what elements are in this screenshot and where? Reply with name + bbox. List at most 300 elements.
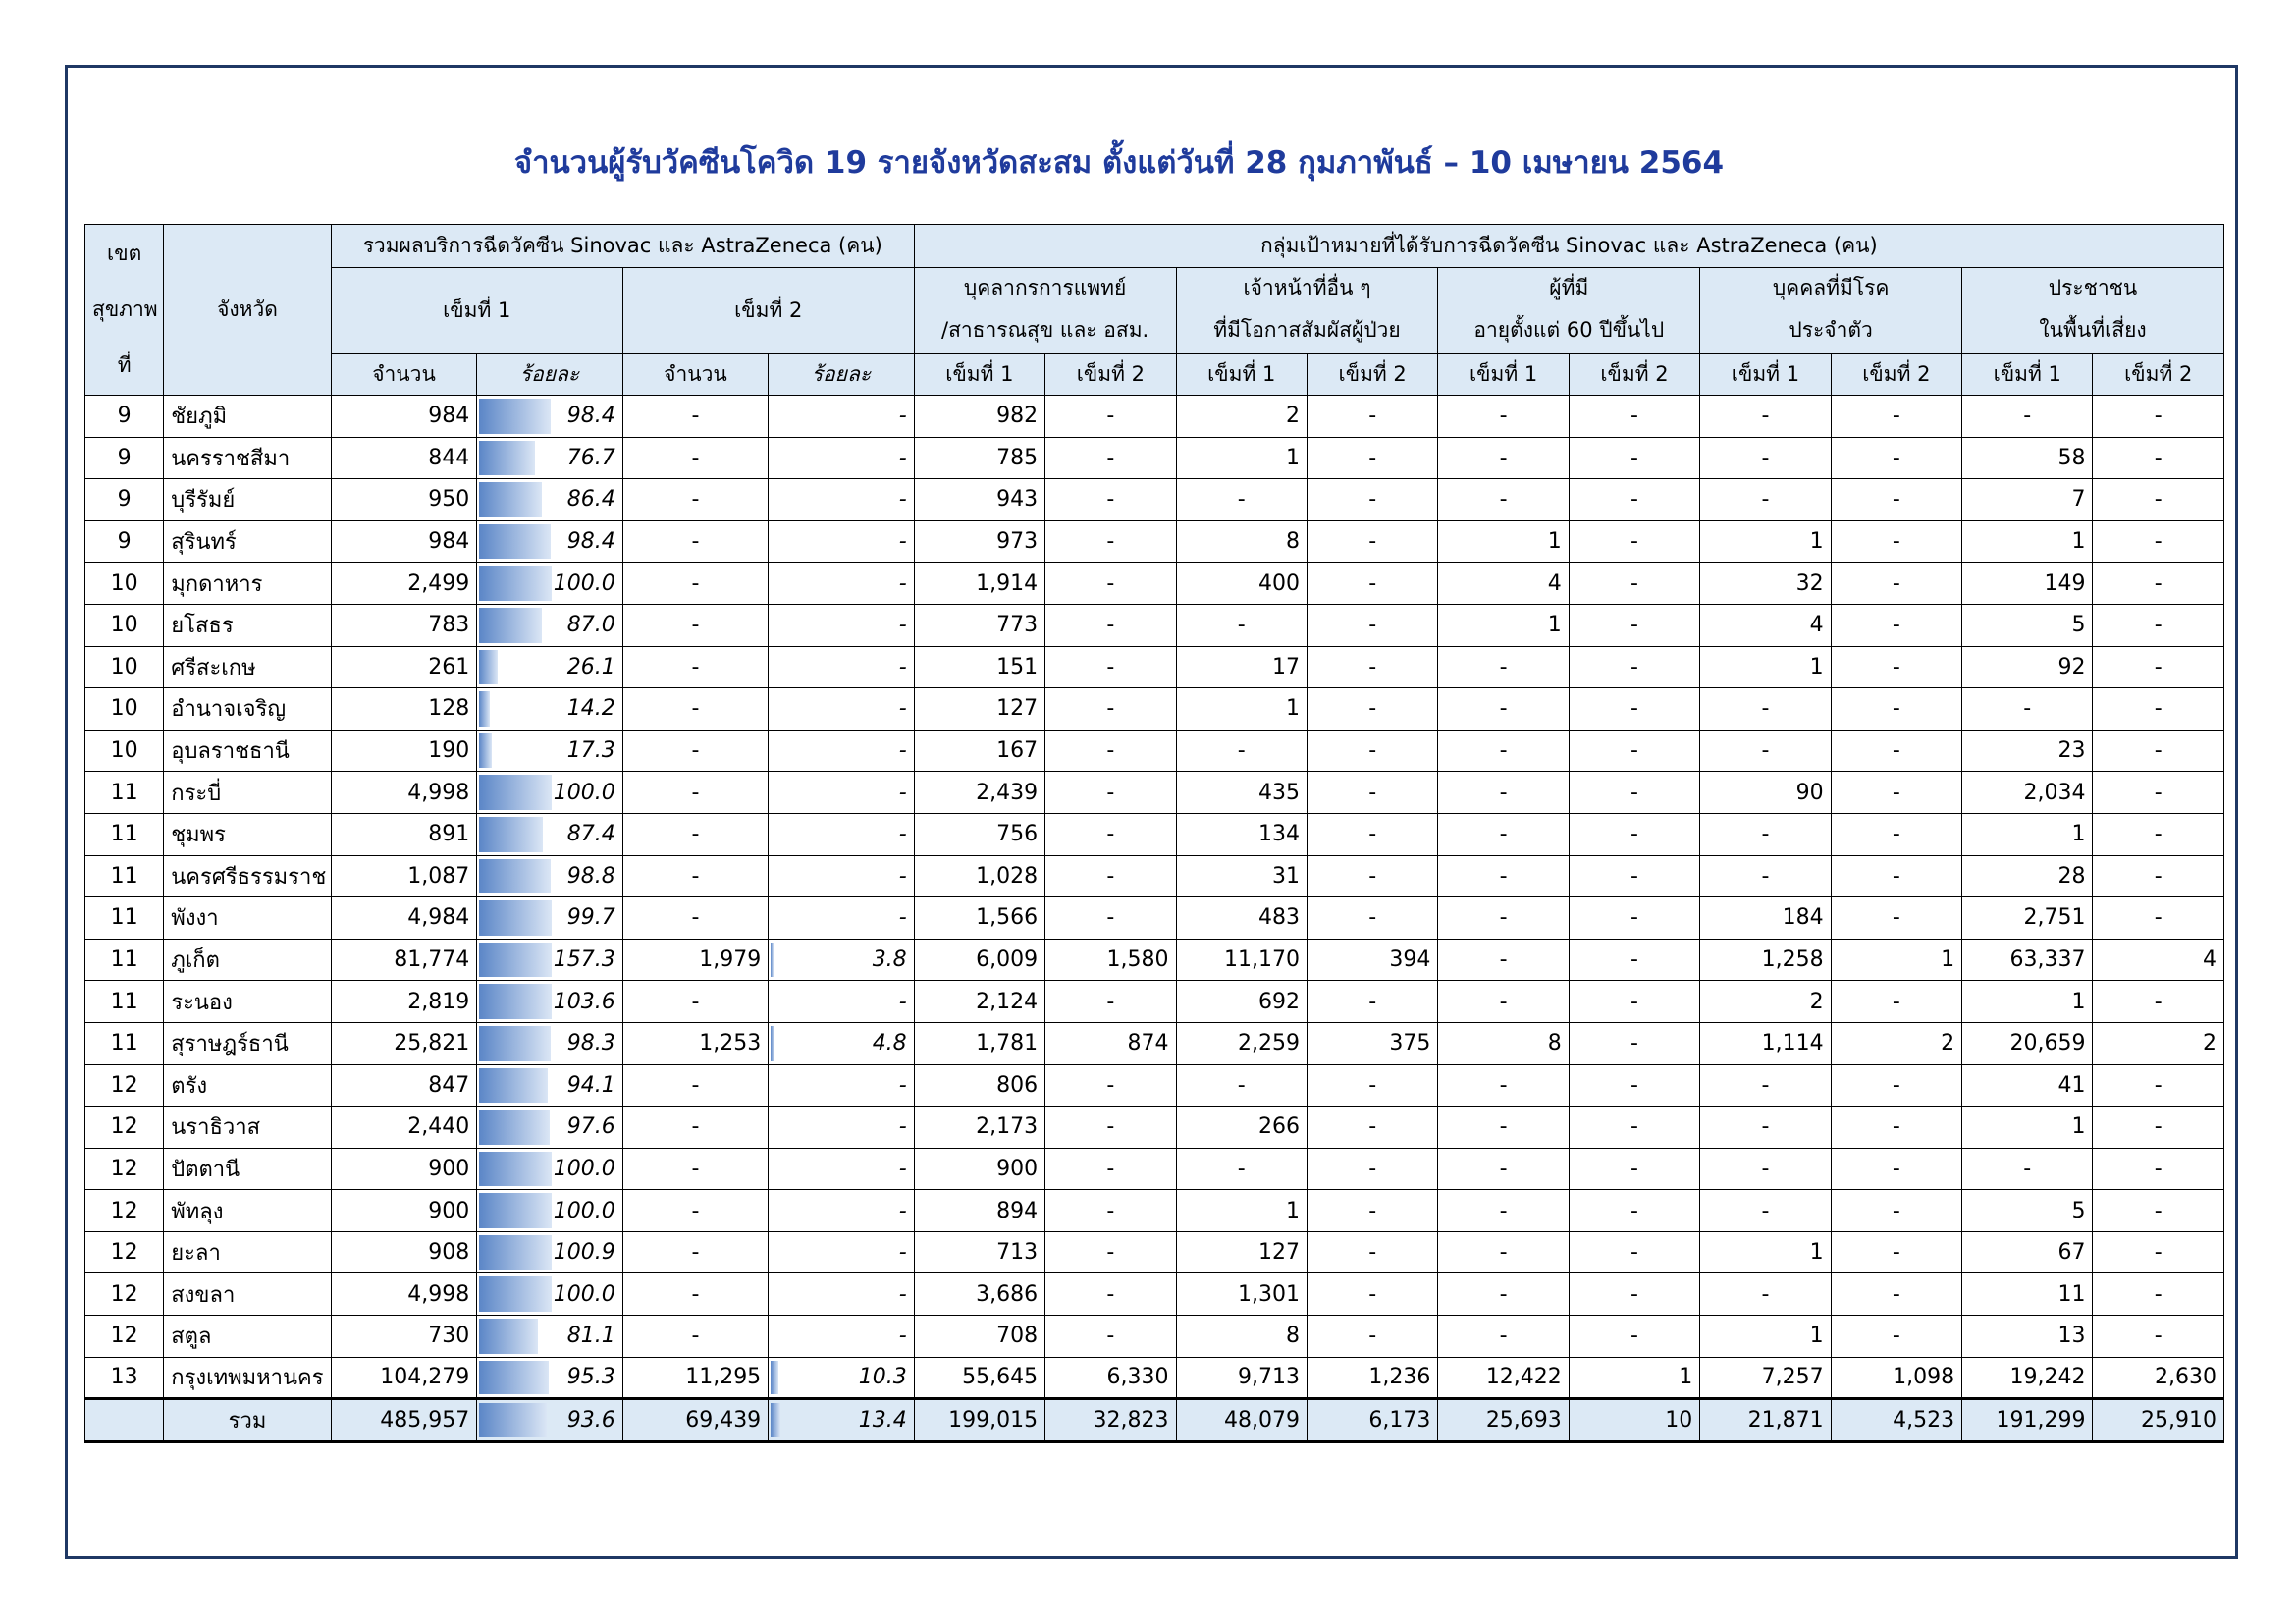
chronic-dose2-cell: 1,098 xyxy=(1831,1357,1961,1399)
chronic-dose1-cell: 32 xyxy=(1700,563,1831,605)
medical-dose1-cell: 900 xyxy=(914,1148,1044,1190)
medical-dose2-cell: - xyxy=(1045,479,1176,521)
percent-value: 98.4 xyxy=(566,404,615,429)
table-row xyxy=(85,479,2224,521)
public-dose2-cell: - xyxy=(2093,981,2224,1023)
percent-header: ร้อยละ xyxy=(769,354,915,396)
medical-dose2-cell: - xyxy=(1045,772,1176,814)
chronic-dose2-cell: - xyxy=(1831,437,1961,479)
count-header: จำนวน xyxy=(622,354,768,396)
percent-value: - xyxy=(898,1281,907,1307)
percent-bar xyxy=(479,1361,548,1395)
public-dose2-cell: 2,630 xyxy=(2093,1357,2224,1399)
chronic-dose2-cell: - xyxy=(1831,479,1961,521)
target-group-header: กลุ่มเป้าหมายที่ได้รับการฉีดวัคซีน Sinovac และ AstraZeneca (คน) xyxy=(914,225,2223,268)
percent-value: 99.7 xyxy=(566,905,615,931)
public-dose1-cell: 13 xyxy=(1962,1316,2093,1358)
region-cell: 11 xyxy=(85,813,164,855)
province-cell: กรุงเทพมหานคร xyxy=(164,1357,332,1399)
dose2-count-cell: - xyxy=(622,688,768,731)
percent-value: 100.0 xyxy=(553,1281,615,1307)
medical-dose1-cell: 713 xyxy=(914,1231,1044,1273)
dose1-count-cell: 900 xyxy=(331,1148,476,1190)
percent-bar xyxy=(479,482,542,517)
group-medical-header: บุคลากรการแพทย์ /สาธารณสุข และ อสม. xyxy=(914,268,1176,354)
dose2-count-cell: - xyxy=(622,1273,768,1316)
public-dose2-cell: - xyxy=(2093,604,2224,646)
region-header: เขต สุขภาพ ที่ xyxy=(85,225,164,396)
medical-dose2-cell: - xyxy=(1045,981,1176,1023)
dose1-count-cell: 4,984 xyxy=(331,897,476,940)
chronic-dose1-cell: 21,871 xyxy=(1700,1399,1831,1442)
chronic-dose1-cell: 7,257 xyxy=(1700,1357,1831,1399)
chronic-dose2-cell: - xyxy=(1831,855,1961,897)
officers-dose2-cell: - xyxy=(1307,1107,1437,1149)
dose1-percent-cell xyxy=(477,1399,622,1442)
province-cell: ตรัง xyxy=(164,1064,332,1107)
elderly-dose2-cell: - xyxy=(1569,437,1699,479)
officers-dose1-cell: 2 xyxy=(1176,396,1307,438)
chronic-dose1-cell: - xyxy=(1700,1148,1831,1190)
percent-value: 98.4 xyxy=(566,529,615,555)
percent-bar xyxy=(479,900,552,936)
region-cell: 13 xyxy=(85,1357,164,1399)
public-dose2-cell: - xyxy=(2093,688,2224,731)
public-dose1-cell: - xyxy=(1962,688,2093,731)
public-dose1-cell: 28 xyxy=(1962,855,2093,897)
chronic-dose2-cell: - xyxy=(1831,813,1961,855)
dose1-percent-cell xyxy=(477,1107,622,1149)
dose2-percent-cell xyxy=(769,646,915,688)
chronic-dose2-cell: - xyxy=(1831,772,1961,814)
elderly-dose1-cell: - xyxy=(1438,1273,1569,1316)
elderly-dose2-cell: - xyxy=(1569,1273,1699,1316)
officers-dose1-cell: - xyxy=(1176,1064,1307,1107)
elderly-dose1-cell: - xyxy=(1438,813,1569,855)
region-cell: 11 xyxy=(85,981,164,1023)
dose1-percent-cell xyxy=(477,563,622,605)
public-dose2-cell: - xyxy=(2093,1273,2224,1316)
elderly-dose2-cell: 10 xyxy=(1569,1399,1699,1442)
dose2-percent-cell xyxy=(769,479,915,521)
public-dose1-cell: 63,337 xyxy=(1962,939,2093,981)
public-dose1-cell: - xyxy=(1962,396,2093,438)
dose1-percent-cell xyxy=(477,1273,622,1316)
percent-value: 98.3 xyxy=(566,1031,615,1056)
percent-value: - xyxy=(898,696,907,722)
province-cell: ชุมพร xyxy=(164,813,332,855)
public-dose2-cell: - xyxy=(2093,1148,2224,1190)
chronic-dose2-cell: - xyxy=(1831,563,1961,605)
province-cell: พังงา xyxy=(164,897,332,940)
medical-dose1-cell: 167 xyxy=(914,730,1044,772)
elderly-dose2-cell: - xyxy=(1569,1231,1699,1273)
dose1-percent-cell xyxy=(477,520,622,563)
dose1-count-cell: 730 xyxy=(331,1316,476,1358)
public-dose1-cell: 5 xyxy=(1962,604,2093,646)
chronic-dose1-cell: - xyxy=(1700,1107,1831,1149)
region-cell: 12 xyxy=(85,1316,164,1358)
province-cell: รวม xyxy=(164,1399,332,1442)
dose1-percent-cell xyxy=(477,1064,622,1107)
public-dose1-cell: 58 xyxy=(1962,437,2093,479)
percent-bar xyxy=(771,1403,780,1437)
dose2-count-cell: 1,979 xyxy=(622,939,768,981)
elderly-dose1-cell: 4 xyxy=(1438,563,1569,605)
table-row xyxy=(85,688,2224,731)
percent-value: 87.4 xyxy=(566,822,615,847)
medical-dose1-cell: 773 xyxy=(914,604,1044,646)
dose1-count-cell: 783 xyxy=(331,604,476,646)
region-cell: 12 xyxy=(85,1273,164,1316)
percent-bar xyxy=(771,1026,774,1061)
dose1-header: เข็มที่ 1 xyxy=(1176,354,1307,396)
elderly-dose1-cell: - xyxy=(1438,981,1569,1023)
chronic-dose1-cell: - xyxy=(1700,1064,1831,1107)
percent-value: 26.1 xyxy=(566,654,615,679)
dose2-count-cell: - xyxy=(622,604,768,646)
province-header: จังหวัด xyxy=(164,225,332,396)
table-row xyxy=(85,939,2224,981)
elderly-dose2-cell: - xyxy=(1569,646,1699,688)
table-row xyxy=(85,772,2224,814)
elderly-dose1-cell: - xyxy=(1438,688,1569,731)
public-dose2-cell: - xyxy=(2093,897,2224,940)
chronic-dose2-cell: - xyxy=(1831,646,1961,688)
dose2-percent-cell xyxy=(769,897,915,940)
officers-dose2-cell: 6,173 xyxy=(1307,1399,1437,1442)
chronic-dose1-cell: 1 xyxy=(1700,1316,1831,1358)
medical-dose2-cell: - xyxy=(1045,730,1176,772)
percent-value: - xyxy=(898,863,907,889)
elderly-dose2-cell: - xyxy=(1569,897,1699,940)
percent-value: 157.3 xyxy=(553,947,615,973)
officers-dose1-cell: 11,170 xyxy=(1176,939,1307,981)
elderly-dose1-cell: - xyxy=(1438,730,1569,772)
percent-bar xyxy=(479,1276,552,1312)
chronic-dose2-cell: - xyxy=(1831,730,1961,772)
percent-value: 10.3 xyxy=(858,1365,907,1390)
medical-dose2-cell: - xyxy=(1045,855,1176,897)
elderly-dose1-cell: 8 xyxy=(1438,1022,1569,1064)
officers-dose2-cell: - xyxy=(1307,981,1437,1023)
public-dose2-cell: - xyxy=(2093,1231,2224,1273)
elderly-dose1-cell: - xyxy=(1438,855,1569,897)
medical-dose2-cell: - xyxy=(1045,1107,1176,1149)
percent-value: - xyxy=(898,989,907,1014)
dose2-count-cell: - xyxy=(622,730,768,772)
public-dose2-cell: - xyxy=(2093,396,2224,438)
public-dose2-cell: - xyxy=(2093,1107,2224,1149)
table-row xyxy=(85,855,2224,897)
medical-dose1-cell: 55,645 xyxy=(914,1357,1044,1399)
dose2-header: เข็มที่ 2 xyxy=(1569,354,1699,396)
percent-value: - xyxy=(898,654,907,679)
dose2-percent-cell xyxy=(769,604,915,646)
percent-bar xyxy=(771,943,774,978)
group-chronic-header: บุคคลที่มีโรค ประจำตัว xyxy=(1700,268,1962,354)
medical-dose2-cell: - xyxy=(1045,437,1176,479)
dose2-count-cell: - xyxy=(622,1064,768,1107)
table-row xyxy=(85,520,2224,563)
medical-dose2-cell: 874 xyxy=(1045,1022,1176,1064)
elderly-dose2-cell: - xyxy=(1569,1148,1699,1190)
dose1-count-cell: 261 xyxy=(331,646,476,688)
medical-dose1-cell: 151 xyxy=(914,646,1044,688)
percent-value: 100.0 xyxy=(553,1198,615,1223)
percent-bar xyxy=(479,859,551,894)
chronic-dose2-cell: - xyxy=(1831,396,1961,438)
dose2-percent-cell xyxy=(769,437,915,479)
total-group-header: รวมผลบริการฉีดวัคซีน Sinovac และ AstraZeneca (คน) xyxy=(331,225,914,268)
elderly-dose1-cell: - xyxy=(1438,1316,1569,1358)
dose2-percent-cell xyxy=(769,855,915,897)
table-row xyxy=(85,563,2224,605)
medical-dose2-cell: - xyxy=(1045,646,1176,688)
medical-dose2-cell: - xyxy=(1045,1190,1176,1232)
province-cell: พัทลุง xyxy=(164,1190,332,1232)
medical-dose2-cell: - xyxy=(1045,1064,1176,1107)
dose2-count-cell: - xyxy=(622,1231,768,1273)
percent-value: - xyxy=(898,822,907,847)
chronic-dose1-cell: - xyxy=(1700,1273,1831,1316)
chronic-dose2-cell: - xyxy=(1831,1107,1961,1149)
dose2-count-cell: - xyxy=(622,437,768,479)
percent-value: - xyxy=(898,570,907,596)
chronic-dose1-cell: 1 xyxy=(1700,520,1831,563)
province-cell: ศรีสะเกษ xyxy=(164,646,332,688)
officers-dose2-cell: - xyxy=(1307,1064,1437,1107)
table-row xyxy=(85,1273,2224,1316)
dose2-percent-cell xyxy=(769,1148,915,1190)
region-cell: 11 xyxy=(85,1022,164,1064)
officers-dose1-cell: 1 xyxy=(1176,437,1307,479)
medical-dose1-cell: 127 xyxy=(914,688,1044,731)
dose2-percent-cell xyxy=(769,813,915,855)
medical-dose1-cell: 6,009 xyxy=(914,939,1044,981)
elderly-dose1-cell: - xyxy=(1438,396,1569,438)
dose1-percent-cell xyxy=(477,1231,622,1273)
dose1-count-cell: 2,819 xyxy=(331,981,476,1023)
dose2-count-cell: 1,253 xyxy=(622,1022,768,1064)
table-row xyxy=(85,730,2224,772)
percent-bar xyxy=(479,441,535,476)
public-dose2-cell: - xyxy=(2093,813,2224,855)
dose2-percent-cell xyxy=(769,1357,915,1399)
public-dose1-cell: 67 xyxy=(1962,1231,2093,1273)
public-dose2-cell: - xyxy=(2093,437,2224,479)
chronic-dose1-cell: - xyxy=(1700,396,1831,438)
elderly-dose2-cell: - xyxy=(1569,604,1699,646)
dose2-percent-cell xyxy=(769,1064,915,1107)
officers-dose2-cell: - xyxy=(1307,646,1437,688)
province-cell: บุรีรัมย์ xyxy=(164,479,332,521)
percent-value: 95.3 xyxy=(566,1365,615,1390)
public-dose1-cell: - xyxy=(1962,1148,2093,1190)
percent-bar xyxy=(479,943,552,978)
region-cell: 11 xyxy=(85,897,164,940)
percent-value: 4.8 xyxy=(872,1031,907,1056)
percent-bar xyxy=(479,1152,552,1187)
percent-bar xyxy=(479,1026,550,1061)
officers-dose2-cell: - xyxy=(1307,1148,1437,1190)
chronic-dose2-cell: - xyxy=(1831,688,1961,731)
percent-value: - xyxy=(898,404,907,429)
public-dose1-cell: 2,034 xyxy=(1962,772,2093,814)
percent-value: 93.6 xyxy=(566,1408,615,1434)
province-cell: นราธิวาส xyxy=(164,1107,332,1149)
elderly-dose2-cell: - xyxy=(1569,563,1699,605)
public-dose1-cell: 11 xyxy=(1962,1273,2093,1316)
elderly-dose2-cell: - xyxy=(1569,396,1699,438)
table-row xyxy=(85,396,2224,438)
officers-dose1-cell: 134 xyxy=(1176,813,1307,855)
officers-dose1-cell: 692 xyxy=(1176,981,1307,1023)
percent-bar xyxy=(479,817,542,852)
dose1-header: เข็มที่ 1 xyxy=(1438,354,1569,396)
dose1-count-cell: 4,998 xyxy=(331,1273,476,1316)
table-row xyxy=(85,1022,2224,1064)
dose1-count-cell: 2,499 xyxy=(331,563,476,605)
dose2-count-cell: - xyxy=(622,813,768,855)
medical-dose2-cell: - xyxy=(1045,604,1176,646)
dose1-percent-cell xyxy=(477,772,622,814)
dose2-count-cell: - xyxy=(622,772,768,814)
total-row xyxy=(85,1399,2224,1442)
dose1-percent-cell xyxy=(477,1316,622,1358)
dose2-count-cell: - xyxy=(622,520,768,563)
officers-dose2-cell: - xyxy=(1307,855,1437,897)
chronic-dose2-cell: - xyxy=(1831,1064,1961,1107)
percent-value: 81.1 xyxy=(566,1324,615,1349)
medical-dose1-cell: 199,015 xyxy=(914,1399,1044,1442)
percent-value: 103.6 xyxy=(553,989,615,1014)
province-cell: นครราชสีมา xyxy=(164,437,332,479)
medical-dose2-cell: - xyxy=(1045,1316,1176,1358)
elderly-dose1-cell: - xyxy=(1438,646,1569,688)
medical-dose1-cell: 973 xyxy=(914,520,1044,563)
medical-dose2-cell: - xyxy=(1045,813,1176,855)
elderly-dose2-cell: - xyxy=(1569,730,1699,772)
dose2-percent-cell xyxy=(769,981,915,1023)
public-dose2-cell: - xyxy=(2093,730,2224,772)
region-cell: 10 xyxy=(85,646,164,688)
dose1-count-cell: 844 xyxy=(331,437,476,479)
percent-value: - xyxy=(898,1114,907,1140)
province-cell: อำนาจเจริญ xyxy=(164,688,332,731)
officers-dose2-cell: - xyxy=(1307,563,1437,605)
dose2-header: เข็มที่ 2 xyxy=(1307,354,1437,396)
officers-dose1-cell: 1,301 xyxy=(1176,1273,1307,1316)
table-row xyxy=(85,1107,2224,1149)
elderly-dose1-cell: 1 xyxy=(1438,604,1569,646)
dose2-percent-cell xyxy=(769,1107,915,1149)
dose1-percent-cell xyxy=(477,479,622,521)
percent-value: 100.0 xyxy=(553,1156,615,1181)
chronic-dose2-cell: 1 xyxy=(1831,939,1961,981)
region-cell: 11 xyxy=(85,939,164,981)
chronic-dose2-cell: 4,523 xyxy=(1831,1399,1961,1442)
elderly-dose2-cell: - xyxy=(1569,1190,1699,1232)
percent-bar xyxy=(479,566,552,601)
percent-header: ร้อยละ xyxy=(477,354,622,396)
officers-dose2-cell: - xyxy=(1307,730,1437,772)
medical-dose2-cell: 1,580 xyxy=(1045,939,1176,981)
chronic-dose1-cell: - xyxy=(1700,437,1831,479)
table-row xyxy=(85,437,2224,479)
percent-value: 13.4 xyxy=(858,1408,907,1434)
public-dose2-cell: - xyxy=(2093,563,2224,605)
medical-dose1-cell: 785 xyxy=(914,437,1044,479)
percent-bar xyxy=(479,1403,547,1437)
officers-dose1-cell: 266 xyxy=(1176,1107,1307,1149)
chronic-dose2-cell: - xyxy=(1831,1231,1961,1273)
percent-value: 76.7 xyxy=(566,445,615,470)
dose1-count-cell: 950 xyxy=(331,479,476,521)
medical-dose2-cell: - xyxy=(1045,1148,1176,1190)
province-cell: ปัตตานี xyxy=(164,1148,332,1190)
percent-bar xyxy=(479,1193,552,1228)
dose2-count-cell: - xyxy=(622,646,768,688)
group-officers-header: เจ้าหน้าที่อื่น ๆ ที่มีโอกาสสัมผัสผู้ป่วย xyxy=(1176,268,1438,354)
elderly-dose1-cell: 1 xyxy=(1438,520,1569,563)
percent-value: - xyxy=(898,1240,907,1266)
dose2-count-cell: - xyxy=(622,1107,768,1149)
dose2-percent-cell xyxy=(769,1273,915,1316)
elderly-dose2-cell: - xyxy=(1569,1064,1699,1107)
percent-bar xyxy=(479,1068,547,1104)
dose2-count-cell: - xyxy=(622,563,768,605)
medical-dose2-cell: - xyxy=(1045,563,1176,605)
medical-dose1-cell: 1,781 xyxy=(914,1022,1044,1064)
dose1-count-cell: 891 xyxy=(331,813,476,855)
officers-dose1-cell: 9,713 xyxy=(1176,1357,1307,1399)
officers-dose1-cell: - xyxy=(1176,479,1307,521)
table-row xyxy=(85,1316,2224,1358)
percent-value: 17.3 xyxy=(566,738,615,764)
dose1-count-cell: 1,087 xyxy=(331,855,476,897)
public-dose1-cell: 92 xyxy=(1962,646,2093,688)
chronic-dose1-cell: - xyxy=(1700,855,1831,897)
public-dose2-cell: - xyxy=(2093,646,2224,688)
officers-dose2-cell: - xyxy=(1307,1190,1437,1232)
dose1-percent-cell xyxy=(477,646,622,688)
officers-dose2-cell: - xyxy=(1307,1273,1437,1316)
dose1-count-cell: 984 xyxy=(331,520,476,563)
table-body xyxy=(85,396,2224,1442)
public-dose1-cell: 1 xyxy=(1962,520,2093,563)
officers-dose2-cell: - xyxy=(1307,1231,1437,1273)
region-cell: 11 xyxy=(85,772,164,814)
dose1-count-cell: 190 xyxy=(331,730,476,772)
elderly-dose1-cell: 25,693 xyxy=(1438,1399,1569,1442)
elderly-dose1-cell: - xyxy=(1438,1231,1569,1273)
elderly-dose1-cell: - xyxy=(1438,772,1569,814)
region-cell: 12 xyxy=(85,1190,164,1232)
elderly-dose1-cell: 12,422 xyxy=(1438,1357,1569,1399)
table-row xyxy=(85,813,2224,855)
page-title: จำนวนผู้รับวัคซีนโควิด 19 รายจังหวัดสะสม ตั้งแต่วันที่ 28 กุมภาพันธ์ – 10 เมษายน 2564 xyxy=(513,145,1725,181)
public-dose2-cell: - xyxy=(2093,1064,2224,1107)
region-cell: 9 xyxy=(85,520,164,563)
public-dose1-cell: 1 xyxy=(1962,1107,2093,1149)
medical-dose2-cell: 6,330 xyxy=(1045,1357,1176,1399)
region-cell: 10 xyxy=(85,730,164,772)
elderly-dose2-cell: - xyxy=(1569,813,1699,855)
medical-dose2-cell: - xyxy=(1045,396,1176,438)
dose1-percent-cell xyxy=(477,1190,622,1232)
officers-dose1-cell: 8 xyxy=(1176,520,1307,563)
